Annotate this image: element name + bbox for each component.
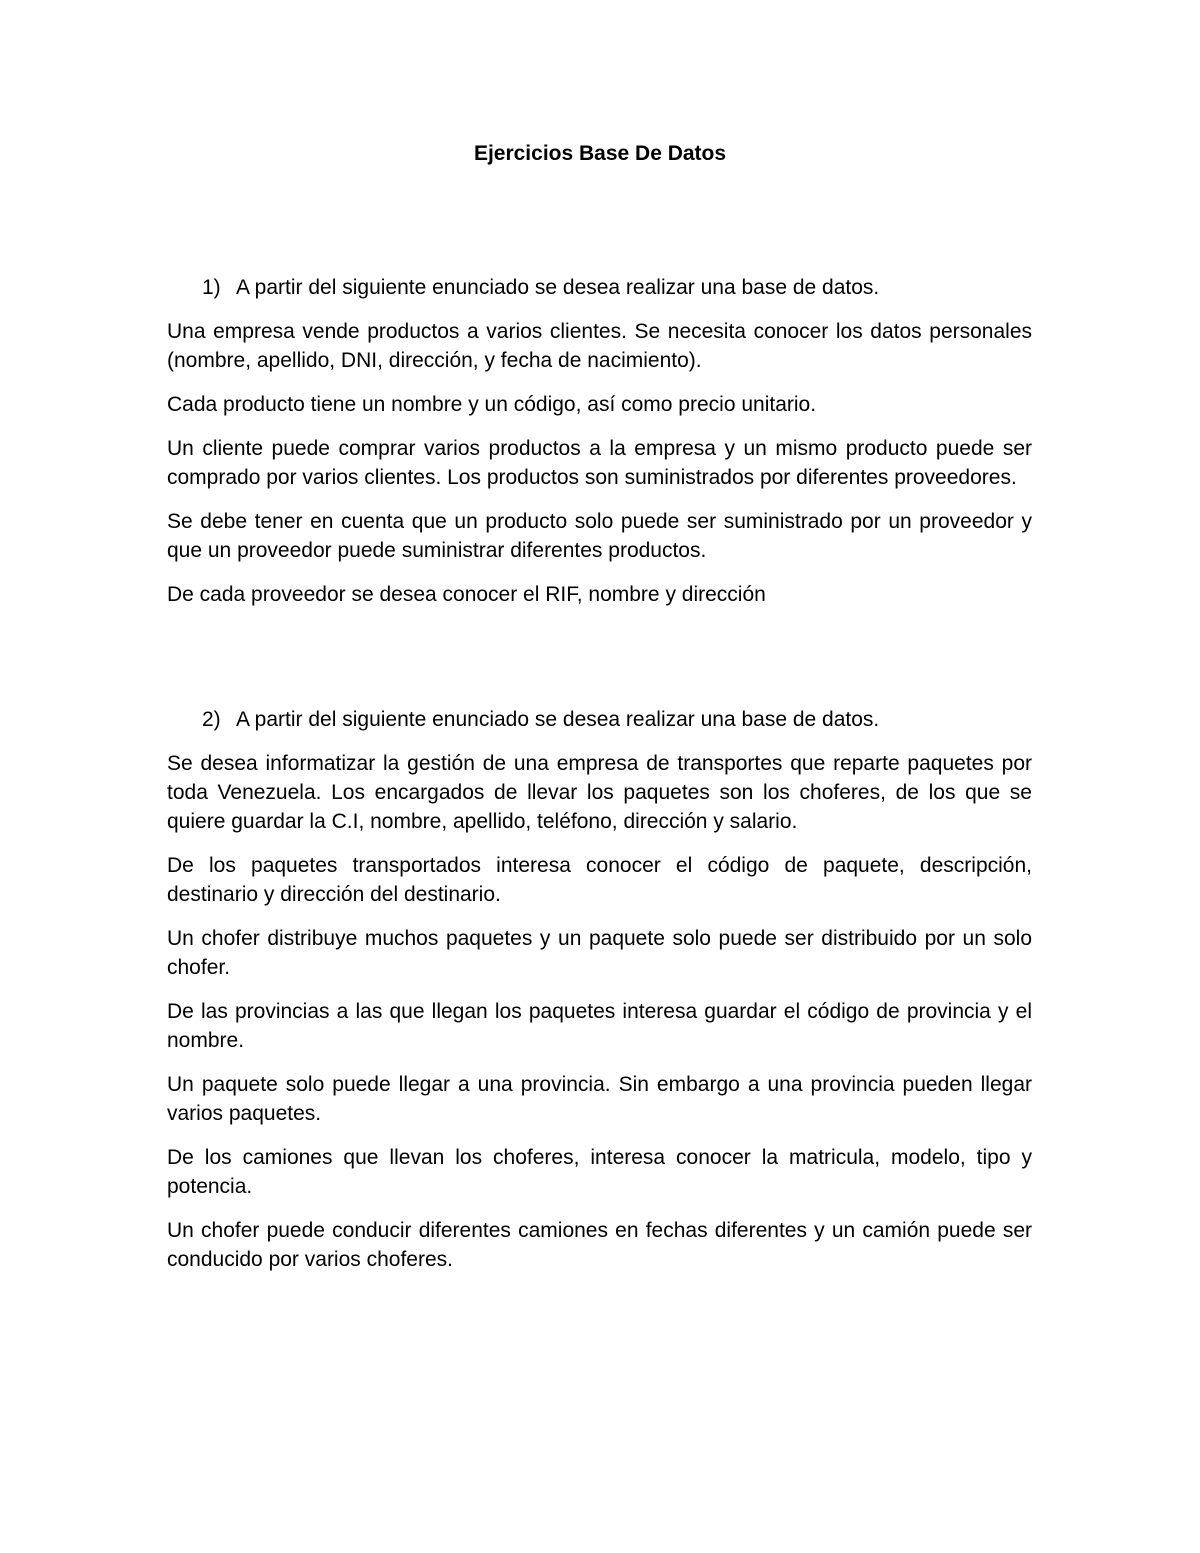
paragraph: Cada producto tiene un nombre y un código, así como precio unitario. — [167, 393, 817, 416]
exercise-1 — [167, 273, 1032, 624]
paragraph: Se desea informatizar la gestión de una empresa de transportes que reparte paquetes por toda Venezuela. Los encargados de llevar los paquetes son los choferes, de los que se quiere guardar la C.I, nombre, apellido, teléfono, dirección y salario. — [167, 752, 1032, 833]
paragraph: Se debe tener en cuenta que un producto solo puede ser suministrado por un proveedor y que un proveedor puede suministrar diferentes productos. — [167, 510, 1032, 562]
exercise-number: 2) — [202, 708, 221, 731]
paragraph: Una empresa vende productos a varios clientes. Se necesita conocer los datos personales (nombre, apellido, DNI, dirección, y fecha de nacimiento). — [167, 320, 1032, 372]
exercise-heading-text: A partir del siguiente enunciado se desea realizar una base de datos. — [236, 708, 880, 731]
document-title: Ejercicios Base De Datos — [473, 142, 727, 165]
paragraph: Un chofer puede conducir diferentes camiones en fechas diferentes y un camión puede ser conducido por varios choferes. — [167, 1219, 1032, 1271]
paragraph: De los camiones que llevan los choferes, interesa conocer la matricula, modelo, tipo y potencia. — [167, 1146, 1032, 1198]
paragraph: De los paquetes transportados interesa conocer el código de paquete, descripción, destinario y dirección del destinario. — [167, 854, 1032, 906]
exercise-2 — [167, 705, 1032, 1289]
exercise-number: 1) — [202, 276, 221, 299]
paragraph: Un cliente puede comprar varios productos a la empresa y un mismo producto puede ser comprado por varios clientes. Los productos son suministrados por diferentes proveedores. — [167, 437, 1032, 489]
exercise-heading — [167, 705, 1032, 734]
exercise-heading-text: A partir del siguiente enunciado se desea realizar una base de datos. — [236, 276, 880, 299]
paragraph: De las provincias a las que llegan los paquetes interesa guardar el código de provincia y el nombre. — [167, 1000, 1032, 1052]
paragraph: Un chofer distribuye muchos paquetes y un paquete solo puede ser distribuido por un solo chofer. — [167, 927, 1032, 979]
paragraph: Un paquete solo puede llegar a una provincia. Sin embargo a una provincia pueden llegar varios paquetes. — [167, 1073, 1032, 1125]
exercise-heading — [167, 273, 1032, 302]
paragraph: De cada proveedor se desea conocer el RIF, nombre y dirección — [167, 583, 766, 606]
